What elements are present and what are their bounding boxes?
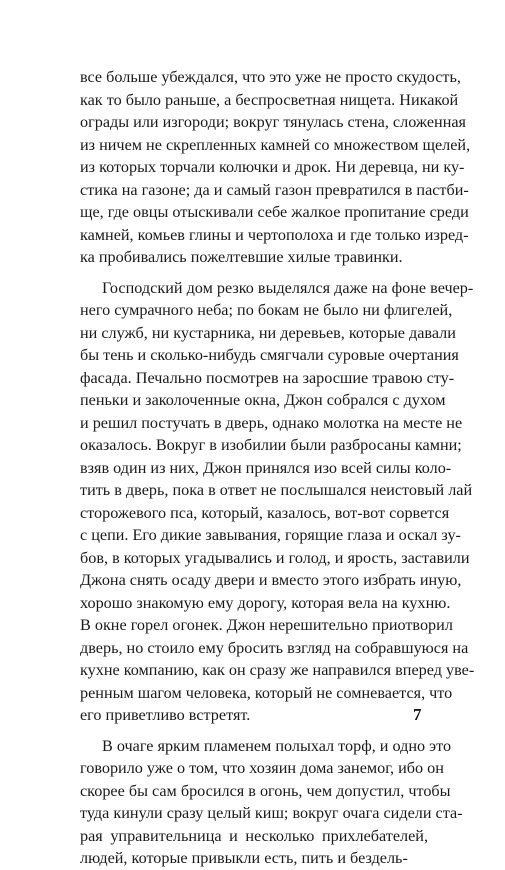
text-line: из которых торчали колючки и дрок. Ни деревца, ни ку- — [80, 158, 465, 176]
text-line: ни служб, ни кустарника, ни деревьев, которые давали — [80, 323, 456, 342]
text-line: ще, где овцы отыскивали себе жалкое пропитание среди — [80, 203, 469, 221]
text-line: В очаге ярким пламенем полыхал торф, и одно это — [102, 736, 452, 755]
page-text — [80, 66, 475, 870]
text-line: из ничем не скрепленных камней со множеством щелей, — [80, 135, 471, 154]
text-line: ренным шагом человека, который не сомневается, что — [80, 683, 453, 702]
text-line: В окне горел огонек. Джон нерешительно приотворил — [80, 616, 453, 634]
text-line: ограды или изгороди; вокруг тянулась стена, сложенная — [80, 113, 467, 131]
text-line: и решил постучать в дверь, однако молотка на месте не — [80, 413, 463, 432]
text-line: камней, комьев глины и чертополоха и где только изред- — [80, 225, 469, 244]
text-line: фасада. Печально посмотрев на заросшие травою сту- — [80, 368, 455, 387]
paragraph — [80, 277, 475, 727]
text-line: как то было раньше, а беспросветная нищета. Никакой — [80, 90, 459, 109]
text-line: пеньки и заколоченные окна, Джон собрался с духом — [80, 391, 446, 409]
text-line: скорее бы сам бросился в огонь, чем допустил, чтобы — [80, 781, 451, 800]
paragraph-spacer — [80, 727, 428, 735]
text-line: дверь, но стоило ему бросить взгляд на собравшуюся на — [80, 638, 469, 657]
text-line: все больше убеждался, что это уже не просто скудость, — [80, 68, 461, 86]
paragraph — [80, 735, 463, 870]
text-line: бов, в которых угадывались и голод, и ярость, заставили — [80, 548, 470, 567]
text-line: бы тень и сколько-нибудь смягчали суровые очертания — [80, 346, 459, 364]
text-line: кухне компанию, как он сразу же направился вперед уве- — [80, 661, 475, 679]
text-line: туда кинули сразу целый киш; вокруг очага сидели ста- — [80, 804, 463, 822]
text-line: рая управительница и несколько прихлебателей, — [80, 826, 428, 845]
text-line: ка пробивались пожелтевшие хилые травинки. — [80, 248, 403, 266]
text-line: стика на газоне; да и самый газон превратился в пастби- — [80, 180, 469, 199]
text-line: говорило уже о том, что хозяин дома занемог, ибо он — [80, 759, 444, 777]
text-line: людей, которые привыкли есть, пить и бездель- — [80, 849, 408, 867]
text-line: хорошо знакомую ему дорогу, которая вела на кухню. — [80, 593, 451, 612]
text-line: него сумрачного неба; по бокам не было ни флигелей, — [80, 301, 453, 319]
page-number: 7 — [413, 705, 422, 724]
text-line: тить в дверь, пока в ответ не послышался неистовый лай — [80, 481, 473, 499]
text-line: взяв один из них, Джон принялся изо всей силы коло- — [80, 458, 452, 477]
text-line: сторожевого пса, который, казалось, вот-вот сорвется — [80, 503, 450, 522]
text-line: Джона снять осаду двери и вместо этого избрать иную, — [80, 571, 462, 589]
text-line: с цепи. Его дикие завывания, горящие глаза и оскал зу- — [80, 526, 461, 544]
text-line: его приветливо встретят. — [80, 706, 251, 724]
paragraph — [80, 66, 471, 269]
paragraph-spacer — [80, 269, 428, 277]
text-line: оказалось. Вокруг в изобилии были разбросаны камни; — [80, 436, 462, 454]
text-line: Господский дом резко выделялся даже на фоне вечер- — [102, 278, 474, 297]
